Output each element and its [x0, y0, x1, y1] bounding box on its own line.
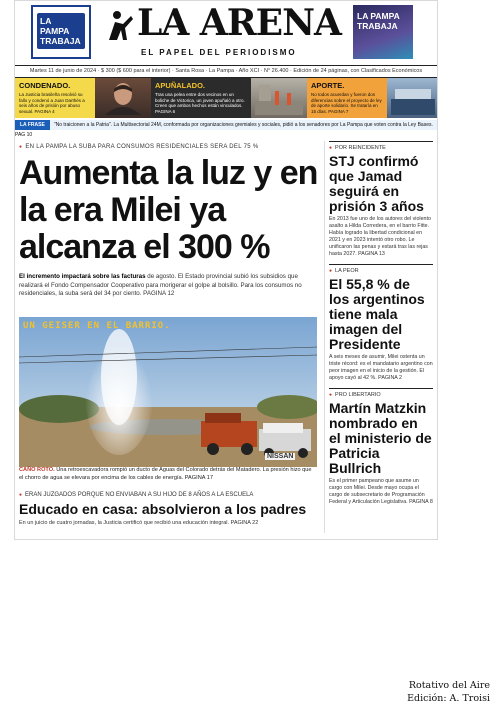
- teaser-photo-portrait: [95, 78, 151, 118]
- caption-bold: CAÑO ROTO.: [19, 467, 55, 473]
- teaser-text: La Justicia brasileña resolvió su fallo y condenó a Juan Darthés a seis años de prisión por abuso sexual. PAGINA 4: [19, 92, 85, 114]
- geyser-photo-image: [19, 317, 317, 467]
- secondary-headline[interactable]: Educado en casa: absolvieron a los padres: [19, 501, 307, 517]
- sidebar-story[interactable]: [329, 388, 433, 506]
- la-frase-text: "No traicionen a la Patria". La Multisectorial 24M, conformada por organizaciones gremiales y sociales, pidió a los senadores por La Pampa que voten contra la Ley Bases. PAG 10: [15, 122, 433, 138]
- sidebar-kicker: ● PRO LIBERTARIO: [329, 388, 433, 398]
- street-image: [255, 81, 303, 115]
- newspaper-subtitle: EL PAPEL DEL PERIODISMO: [141, 48, 297, 57]
- secondary-kicker: ● ERAN JUZGADOS PORQUE NO ENVIABAN A SU HIJO DE 8 AÑOS A LA ESCUELA: [19, 492, 253, 498]
- teaser-text: Tras una pelea entre dos vecinos en un boliche de Victorica, un joven apuñaló a otro. Creen que ambos hechos están vinculados. PAGINA 6: [155, 92, 245, 114]
- credits: [380, 679, 490, 705]
- title-text: LA ARENA: [137, 2, 341, 44]
- sidebar-headline: Martín Matzkin nombrado en el ministerio de Patricia Bullrich: [329, 400, 432, 476]
- sidebar-text: A seis meses de asumir, Milei ostenta un triste récord: es el mandatario argentino con peor imagen en el inicio de la gestión. El apoyo cayó al 42 %. PAGINA 2: [329, 354, 433, 381]
- sidebar-headline: STJ confirmó que Jamad seguirá en prisión 3 años: [329, 153, 424, 214]
- main-lede: [19, 273, 317, 299]
- column-rule: [324, 141, 325, 533]
- teaser-photo-chamber: [387, 78, 437, 118]
- sidebar-text: En 2013 fue uno de los autores del violento asalto a Hilda Corredera, en el barrio Fitte. Había logrado la libertad condicional en 2021 y en 2023 intentó otro robo. Le unificaron las penas y estará tras las rejas hasta 2027. PAGINA 13: [329, 216, 431, 257]
- reading-figure-icon: [105, 10, 135, 42]
- credits-line-1: Rotativo del Aire: [408, 680, 490, 691]
- masthead: [15, 1, 437, 63]
- sidebar-headline: El 55,8 % de los argentinos tiene mala imagen del Presidente: [329, 276, 425, 352]
- main-kicker: ● EN LA PAMPA LA SUBA PARA CONSUMOS RESIDENCIALES SERA DEL 75 %: [19, 144, 259, 150]
- teaser-title: CONDENADO.: [19, 81, 71, 90]
- right-logo: LA PAMPA TRABAJA: [353, 5, 413, 59]
- portrait-image: [99, 81, 147, 115]
- caption-rest: Una retroexcavadora rompió un ducto de Aguas del Colorado detrás del Matadero. La presión hizo que el chorro de agua se elevara por encima de los cables de energía. PAGINA 17: [19, 467, 312, 481]
- main-headline[interactable]: Aumenta la luz y en la era Milei ya alcanza el 300 %: [19, 154, 318, 266]
- teaser-photo-street: [251, 78, 307, 118]
- teaser-condenado[interactable]: [15, 78, 95, 118]
- teaser-apunalado[interactable]: [151, 78, 251, 118]
- teaser-title: APORTE.: [311, 81, 345, 90]
- sidebar-kicker: ● POR REINCIDENTE: [329, 141, 433, 151]
- dateline: Martes 11 de junio de 2024 · $ 300 ($ 600 para el interior) · Santa Rosa · La Pampa · Año XCI · N° 26.400 · Edición de 24 páginas, con Clasificados Económicos: [15, 65, 437, 78]
- main-lede-rest: de agosto. El Estado provincial subió los subsidios que realizará el Fondo Compensador Cooperativo para morigerar el golpe al bolsillo. Para los consumos no residenciales, la suba será del 34 por ciento. PAGINA 12: [19, 273, 302, 297]
- teaser-text: No todos acuerdan y fueron dos diferencias sobre el proyecto de ley de aporte solidario. Se trataría en 15 días. PAGINA 7: [311, 92, 382, 114]
- sidebar-story[interactable]: [329, 141, 433, 258]
- sidebar-kicker: ● LA PEOR: [329, 264, 433, 274]
- secondary-lede: En un juicio de cuatro jornadas, la Justicia certificó que recibió una educación integral. PAGINA 22: [19, 520, 259, 526]
- teaser-band: [15, 78, 437, 118]
- teaser-aporte[interactable]: [307, 78, 387, 118]
- photo-caption: [19, 467, 317, 482]
- newspaper-title: [105, 3, 345, 43]
- newspaper-front-page: [14, 0, 438, 540]
- la-frase-strip: [15, 120, 437, 138]
- left-logo: [31, 5, 91, 59]
- sidebar-story[interactable]: [329, 264, 433, 382]
- chamber-image: [391, 81, 435, 115]
- photo-banner: UN GEISER EN EL BARRIO.: [23, 321, 171, 331]
- teaser-title: APUÑALADO.: [155, 81, 205, 90]
- truck-brand: NISSAN: [267, 453, 294, 460]
- la-frase-tag: LA FRASE: [15, 120, 50, 130]
- geyser-photo[interactable]: [19, 317, 317, 467]
- sidebar-text: Es el primer pampeano que asume un cargo con Milei. Desde mayo ocupa el cargo de subsecretario de Programación Federal y Articulación Legislativa. PAGINA 8: [329, 478, 433, 505]
- sidebar: [329, 141, 433, 512]
- credits-line-2: Edición: A. Troisi: [407, 693, 490, 704]
- left-logo-text: LA PAMPA TRABAJA: [37, 13, 85, 49]
- main-lede-bold: El incremento impactará sobre las facturas: [19, 273, 146, 280]
